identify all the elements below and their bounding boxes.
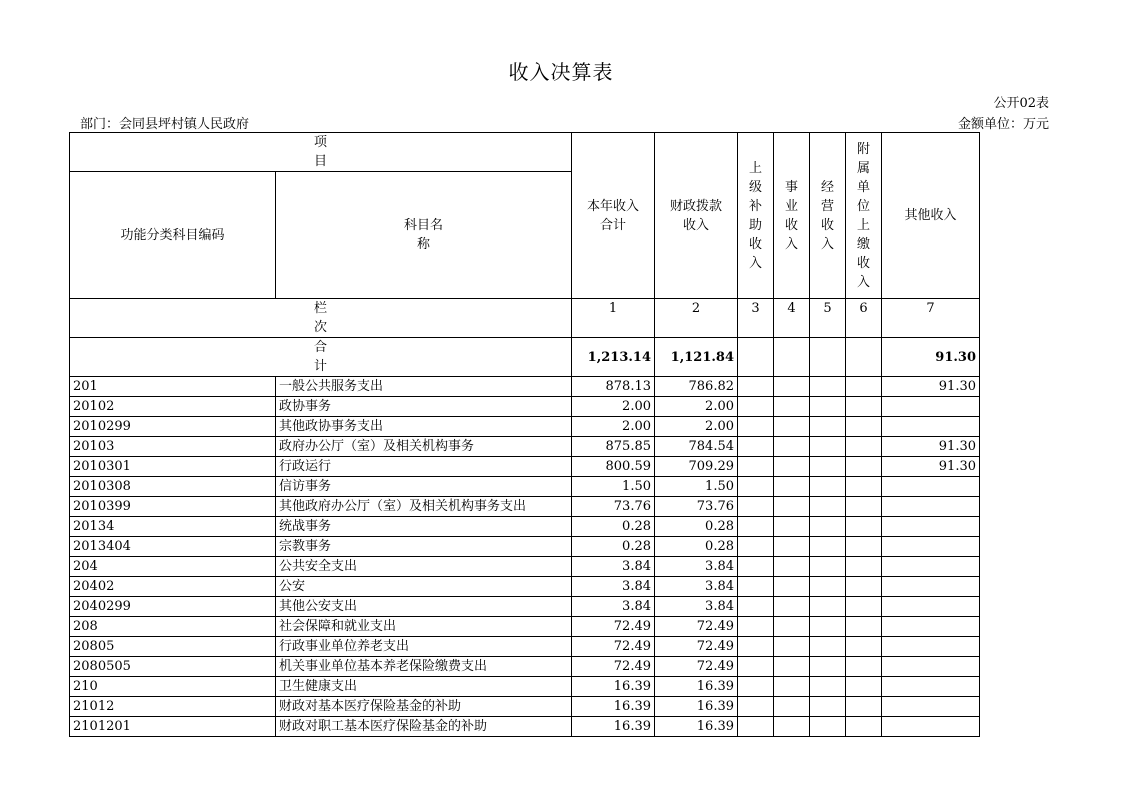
row-total-income: 72.49 [572,617,655,637]
row-fiscal-allocation: 3.84 [655,577,738,597]
fiscal-allocation-header: 财政拨款 收入 [655,133,738,299]
row-affiliated-income [846,557,882,577]
row-operating-income [810,437,846,457]
row-operating-income [810,677,846,697]
row-upper-subsidy [738,417,774,437]
row-other-income [882,697,980,717]
row-upper-subsidy [738,377,774,397]
row-total-income: 16.39 [572,697,655,717]
row-affiliated-income [846,417,882,437]
column-index-7: 7 [882,299,980,338]
row-business-income [774,597,810,617]
row-upper-subsidy [738,717,774,737]
row-affiliated-income [846,577,882,597]
row-code: 20402 [70,577,276,597]
row-other-income [882,577,980,597]
row-operating-income [810,697,846,717]
row-code: 201 [70,377,276,397]
row-total-income: 72.49 [572,637,655,657]
row-total-income: 878.13 [572,377,655,397]
row-total-income: 3.84 [572,557,655,577]
row-fiscal-allocation: 73.76 [655,497,738,517]
row-affiliated-income [846,537,882,557]
table-row [70,597,980,617]
row-code: 2040299 [70,597,276,617]
business-income-header: 事 业 收 入 [774,133,810,299]
table-row [70,677,980,697]
row-fiscal-allocation: 0.28 [655,517,738,537]
row-operating-income [810,557,846,577]
row-other-income [882,657,980,677]
total-upper-subsidy [738,338,774,377]
table-row [70,577,980,597]
row-business-income [774,497,810,517]
table-row [70,417,980,437]
row-subject-name: 一般公共服务支出 [276,377,572,397]
row-code: 20134 [70,517,276,537]
total-fiscal-value: 1,121.84 [655,338,738,377]
row-upper-subsidy [738,577,774,597]
row-other-income: 91.30 [882,437,980,457]
row-other-income [882,637,980,657]
row-subject-name: 政协事务 [276,397,572,417]
row-subject-name: 财政对职工基本医疗保险基金的补助 [276,717,572,737]
row-total-income: 3.84 [572,597,655,617]
row-affiliated-income [846,497,882,517]
row-operating-income [810,517,846,537]
row-upper-subsidy [738,617,774,637]
row-operating-income [810,377,846,397]
row-total-income: 2.00 [572,417,655,437]
row-affiliated-income [846,677,882,697]
row-affiliated-income [846,617,882,637]
row-operating-income [810,497,846,517]
total-label: 合 计 [70,338,572,377]
row-other-income [882,677,980,697]
row-subject-name: 统战事务 [276,517,572,537]
row-upper-subsidy [738,697,774,717]
row-code: 2010399 [70,497,276,517]
row-fiscal-allocation: 16.39 [655,697,738,717]
total-business [774,338,810,377]
row-fiscal-allocation: 0.28 [655,537,738,557]
affiliated-income-header: 附 属 单 位 上 缴 收 入 [846,133,882,299]
row-other-income [882,497,980,517]
row-other-income [882,397,980,417]
row-upper-subsidy [738,397,774,417]
column-index-1: 1 [572,299,655,338]
row-upper-subsidy [738,677,774,697]
row-code: 2013404 [70,537,276,557]
total-affiliated [846,338,882,377]
row-total-income: 16.39 [572,717,655,737]
row-subject-name: 行政运行 [276,457,572,477]
row-fiscal-allocation: 72.49 [655,637,738,657]
row-code: 20102 [70,397,276,417]
table-row [70,697,980,717]
row-total-income: 2.00 [572,397,655,417]
amount-unit-label: 金额单位：万元 [957,117,1049,132]
row-code: 2101201 [70,717,276,737]
total-other-value: 91.30 [882,338,980,377]
table-row [70,557,980,577]
row-business-income [774,377,810,397]
row-affiliated-income [846,657,882,677]
row-total-income: 72.49 [572,657,655,677]
row-upper-subsidy [738,477,774,497]
row-fiscal-allocation: 2.00 [655,417,738,437]
row-affiliated-income [846,697,882,717]
row-code: 21012 [70,697,276,717]
row-affiliated-income [846,377,882,397]
table-row [70,437,980,457]
row-fiscal-allocation: 72.49 [655,617,738,637]
column-index-6: 6 [846,299,882,338]
row-business-income [774,457,810,477]
table-row [70,617,980,637]
row-other-income [882,477,980,497]
row-business-income [774,717,810,737]
row-subject-name: 宗教事务 [276,537,572,557]
row-business-income [774,517,810,537]
row-other-income [882,557,980,577]
row-fiscal-allocation: 1.50 [655,477,738,497]
row-code: 2010301 [70,457,276,477]
row-code: 204 [70,557,276,577]
table-row [70,457,980,477]
row-subject-name: 社会保障和就业支出 [276,617,572,637]
row-subject-name: 卫生健康支出 [276,677,572,697]
form-number: 公开02表 [993,96,1049,111]
row-upper-subsidy [738,537,774,557]
operating-income-header: 经 营 收 入 [810,133,846,299]
table-row [70,657,980,677]
row-other-income [882,617,980,637]
row-operating-income [810,577,846,597]
row-code: 210 [70,677,276,697]
table-row [70,377,980,397]
row-upper-subsidy [738,517,774,537]
row-business-income [774,537,810,557]
row-code: 2080505 [70,657,276,677]
func-code-header: 功能分类科目编码 [70,172,276,299]
row-fiscal-allocation: 784.54 [655,437,738,457]
row-code: 20805 [70,637,276,657]
table-row [70,517,980,537]
row-subject-name: 机关事业单位基本养老保险缴费支出 [276,657,572,677]
row-upper-subsidy [738,557,774,577]
row-business-income [774,397,810,417]
row-other-income: 91.30 [882,377,980,397]
row-business-income [774,657,810,677]
row-subject-name: 行政事业单位养老支出 [276,637,572,657]
row-affiliated-income [846,457,882,477]
row-code: 2010299 [70,417,276,437]
upper-subsidy-header: 上 级 补 助 收 入 [738,133,774,299]
row-upper-subsidy [738,497,774,517]
row-total-income: 1.50 [572,477,655,497]
row-code: 208 [70,617,276,637]
row-affiliated-income [846,477,882,497]
row-total-income: 16.39 [572,677,655,697]
total-income-header: 本年收入 合计 [572,133,655,299]
column-index-4: 4 [774,299,810,338]
row-affiliated-income [846,397,882,417]
row-subject-name: 公共安全支出 [276,557,572,577]
row-subject-name: 其他公安支出 [276,597,572,617]
row-affiliated-income [846,717,882,737]
other-income-header: 其他收入 [882,133,980,299]
row-upper-subsidy [738,657,774,677]
row-operating-income [810,477,846,497]
row-other-income [882,537,980,557]
column-index-2: 2 [655,299,738,338]
total-operating [810,338,846,377]
row-subject-name: 财政对基本医疗保险基金的补助 [276,697,572,717]
row-affiliated-income [846,637,882,657]
row-other-income [882,597,980,617]
row-operating-income [810,417,846,437]
department-label: 部门：会同县坪村镇人民政府 [80,117,250,132]
row-operating-income [810,617,846,637]
row-operating-income [810,597,846,617]
row-affiliated-income [846,517,882,537]
row-total-income: 73.76 [572,497,655,517]
row-fiscal-allocation: 2.00 [655,397,738,417]
row-code: 2010308 [70,477,276,497]
row-operating-income [810,717,846,737]
row-fiscal-allocation: 786.82 [655,377,738,397]
column-index-label: 栏 次 [70,299,572,338]
row-business-income [774,637,810,657]
row-fiscal-allocation: 3.84 [655,597,738,617]
row-operating-income [810,657,846,677]
row-other-income: 91.30 [882,457,980,477]
subject-name-header: 科目名 称 [276,172,572,299]
row-other-income [882,517,980,537]
row-other-income [882,717,980,737]
row-subject-name: 其他政协事务支出 [276,417,572,437]
row-affiliated-income [846,597,882,617]
row-business-income [774,617,810,637]
row-subject-name: 政府办公厅（室）及相关机构事务 [276,437,572,457]
row-operating-income [810,397,846,417]
page-title: 收入决算表 [508,60,614,84]
row-total-income: 800.59 [572,457,655,477]
row-code: 20103 [70,437,276,457]
row-other-income [882,417,980,437]
column-index-5: 5 [810,299,846,338]
table-row [70,537,980,557]
table-row [70,717,980,737]
row-total-income: 0.28 [572,517,655,537]
row-subject-name: 其他政府办公厅（室）及相关机构事务支出 [276,497,572,517]
row-fiscal-allocation: 16.39 [655,677,738,697]
row-fiscal-allocation: 72.49 [655,657,738,677]
row-total-income: 0.28 [572,537,655,557]
row-affiliated-income [846,437,882,457]
row-operating-income [810,457,846,477]
row-business-income [774,557,810,577]
row-business-income [774,437,810,457]
row-operating-income [810,637,846,657]
row-upper-subsidy [738,637,774,657]
row-fiscal-allocation: 709.29 [655,457,738,477]
row-fiscal-allocation: 16.39 [655,717,738,737]
total-row [70,338,980,377]
table-row [70,477,980,497]
column-index-row [70,299,980,338]
row-fiscal-allocation: 3.84 [655,557,738,577]
row-subject-name: 公安 [276,577,572,597]
row-business-income [774,477,810,497]
row-total-income: 3.84 [572,577,655,597]
row-upper-subsidy [738,437,774,457]
row-operating-income [810,537,846,557]
table-row [70,497,980,517]
income-table [69,132,980,737]
row-upper-subsidy [738,457,774,477]
column-index-3: 3 [738,299,774,338]
row-business-income [774,577,810,597]
row-business-income [774,677,810,697]
row-subject-name: 信访事务 [276,477,572,497]
row-upper-subsidy [738,597,774,617]
row-total-income: 875.85 [572,437,655,457]
row-business-income [774,417,810,437]
total-income-value: 1,213.14 [572,338,655,377]
row-business-income [774,697,810,717]
table-row [70,397,980,417]
table-row [70,637,980,657]
project-header: 项 目 [70,133,572,172]
